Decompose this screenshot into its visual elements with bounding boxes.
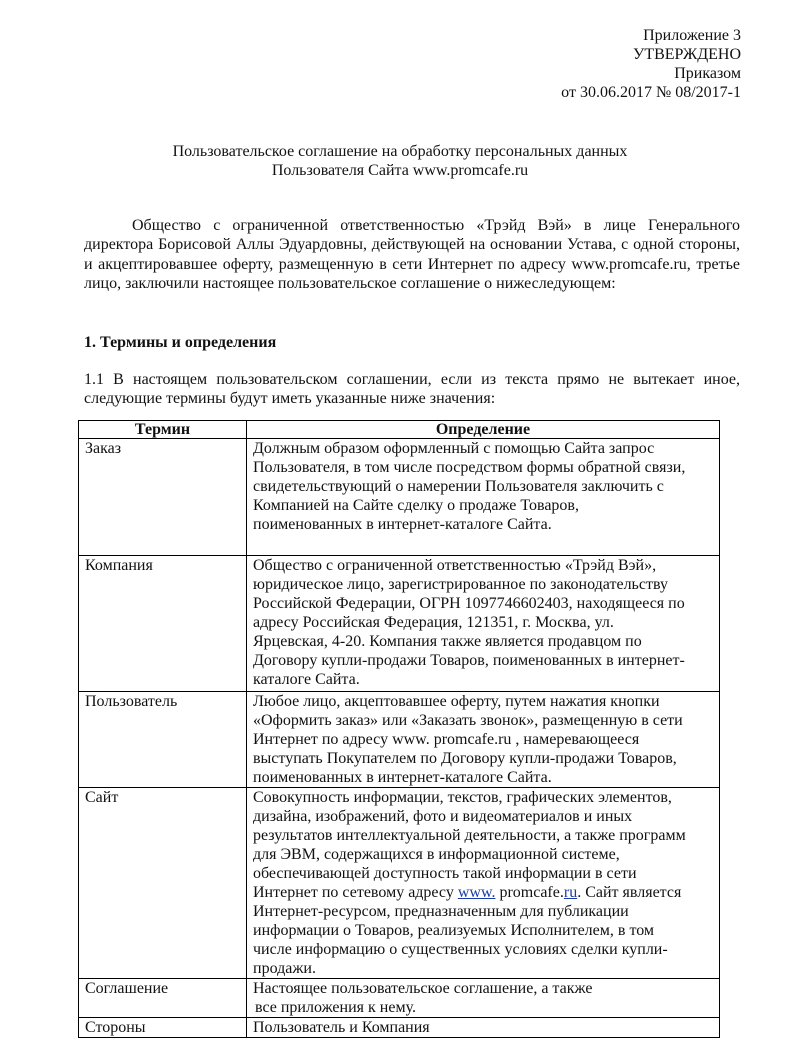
definition-cell <box>247 788 720 979</box>
term-cell: Компания <box>79 556 247 692</box>
definition-line: Любое лицо, акцептовавшее оферту, путем нажатия кнопки <box>253 693 660 710</box>
definition-line: Компанией на Сайте сделку о продаже Товаров, <box>253 497 579 514</box>
definition-line: Интернет по адресу www. promcafe.ru , намеревающееся <box>253 731 640 748</box>
definition-line: числе информацию о существенных условиях сделки купли- <box>253 941 668 958</box>
definition-line-with-link <box>253 883 715 902</box>
definition-line: Ярцевская, 4-20. Компания также является продавцом по <box>253 633 642 650</box>
table-row <box>79 979 720 1018</box>
definition-line: Российской Федерации, ОГРН 1097746602403, находящееся по <box>253 595 685 612</box>
definition-line: Договору купли-продажи Товаров, поименованных в интернет- <box>253 652 685 669</box>
order-label: Приказом <box>674 65 741 82</box>
preamble-paragraph: Общество с ограниченной ответственностью «Трэйд Вэй» в лице Генерального директора Борисовой Аллы Эдуардовны, действующей на основании Устава, с одной стороны, и акцептировавшее оферту, размещенную в сети Интернет по адресу www.promcafe.ru, третье лицо, заключили настоящее пользовательское соглашение о нижеследующем: <box>84 217 740 293</box>
table-row <box>79 692 720 788</box>
definition-line: результатов интеллектуальной деятельности, а также программ <box>253 827 686 844</box>
table-row <box>79 439 720 556</box>
definition-line: Интернет-ресурсом, предназначенным для публикации <box>253 903 629 920</box>
definition-cell <box>247 1018 720 1038</box>
link-line-prefix: Интернет по сетевому адресу <box>253 884 458 901</box>
clause-1-1: 1.1 В настоящем пользовательском соглашении, если из текста прямо не вытекает иное, следующие термины будут иметь указанные ниже значения: <box>84 371 740 407</box>
table-row <box>79 556 720 692</box>
order-date-number: от 30.06.2017 № 08/2017-1 <box>561 84 741 101</box>
definition-line: Настоящее пользовательское соглашение, а также <box>253 980 593 997</box>
appendix-number: Приложение 3 <box>643 27 741 44</box>
definition-line: каталоге Сайта. <box>253 671 360 688</box>
header-term: Термин <box>79 421 247 439</box>
table-header-row <box>79 421 720 439</box>
definition-line: Пользователя, в том числе посредством формы обратной связи, <box>253 459 686 476</box>
term-cell: Пользователь <box>79 692 247 788</box>
definition-line: обеспечивающей доступность такой информации в сети <box>253 865 637 882</box>
definition-line: для ЭВМ, содержащихся в информационной системе, <box>253 846 620 863</box>
table-row <box>79 788 720 979</box>
definition-line: поименованных в интернет-каталоге Сайта. <box>253 516 552 533</box>
title-line-1: Пользовательское соглашение на обработку персональных данных <box>172 143 628 160</box>
definition-line: дизайна, изображений, фото и видеоматериалов и иных <box>253 808 633 825</box>
approved-label: УТВЕРЖДЕНО <box>632 46 741 63</box>
term-cell: Сайт <box>79 788 247 979</box>
link-line-suffix: . Сайт является <box>577 884 682 901</box>
definition-line: свидетельствующий о намерении Пользователя заключить с <box>253 478 664 495</box>
link-line-middle: promcafe. <box>495 884 564 901</box>
definition-line: Совокупность информации, текстов, графических элементов, <box>253 789 672 806</box>
definition-line: информации о Товаров, реализуемых Исполнителем, в том <box>253 922 655 939</box>
definition-line: Должным образом оформленный с помощью Сайта запрос <box>253 440 655 457</box>
terms-table <box>78 420 720 1038</box>
header-definition: Определение <box>247 421 720 439</box>
definition-line: продажи. <box>253 960 316 977</box>
definition-line: юридическое лицо, зарегистрированное по законодательству <box>253 576 668 593</box>
definition-line: все приложения к нему. <box>255 999 416 1016</box>
term-cell: Стороны <box>79 1018 247 1038</box>
definition-cell <box>247 692 720 788</box>
section-heading: 1. Термины и определения <box>84 334 277 351</box>
title-line-2: Пользователя Сайта www.promcafe.ru <box>271 162 529 179</box>
site-link-ru[interactable]: ru <box>563 884 578 901</box>
term-cell: Соглашение <box>79 979 247 1018</box>
approval-stamp <box>561 26 741 102</box>
document-title <box>60 142 740 180</box>
definition-line: «Оформить заказ» или «Заказать звонок», размещенную в сети <box>253 712 683 729</box>
table-row <box>79 1018 720 1038</box>
definition-cell <box>247 556 720 692</box>
definition-line: Общество с ограниченной ответственностью «Трэйд Вэй», <box>253 557 657 574</box>
definition-line: Пользователь и Компания <box>253 1019 430 1036</box>
definition-line: выступать Покупателем по Договору купли-продажи Товаров, <box>253 750 677 767</box>
definition-line: поименованных в интернет-каталоге Сайта. <box>253 769 552 786</box>
definition-cell <box>247 439 720 556</box>
definition-line: адресу Российская Федерация, 121351, г. Москва, ул. <box>253 614 614 631</box>
definition-cell <box>247 979 720 1018</box>
term-cell: Заказ <box>79 439 247 556</box>
site-link-www[interactable]: www. <box>457 884 496 901</box>
